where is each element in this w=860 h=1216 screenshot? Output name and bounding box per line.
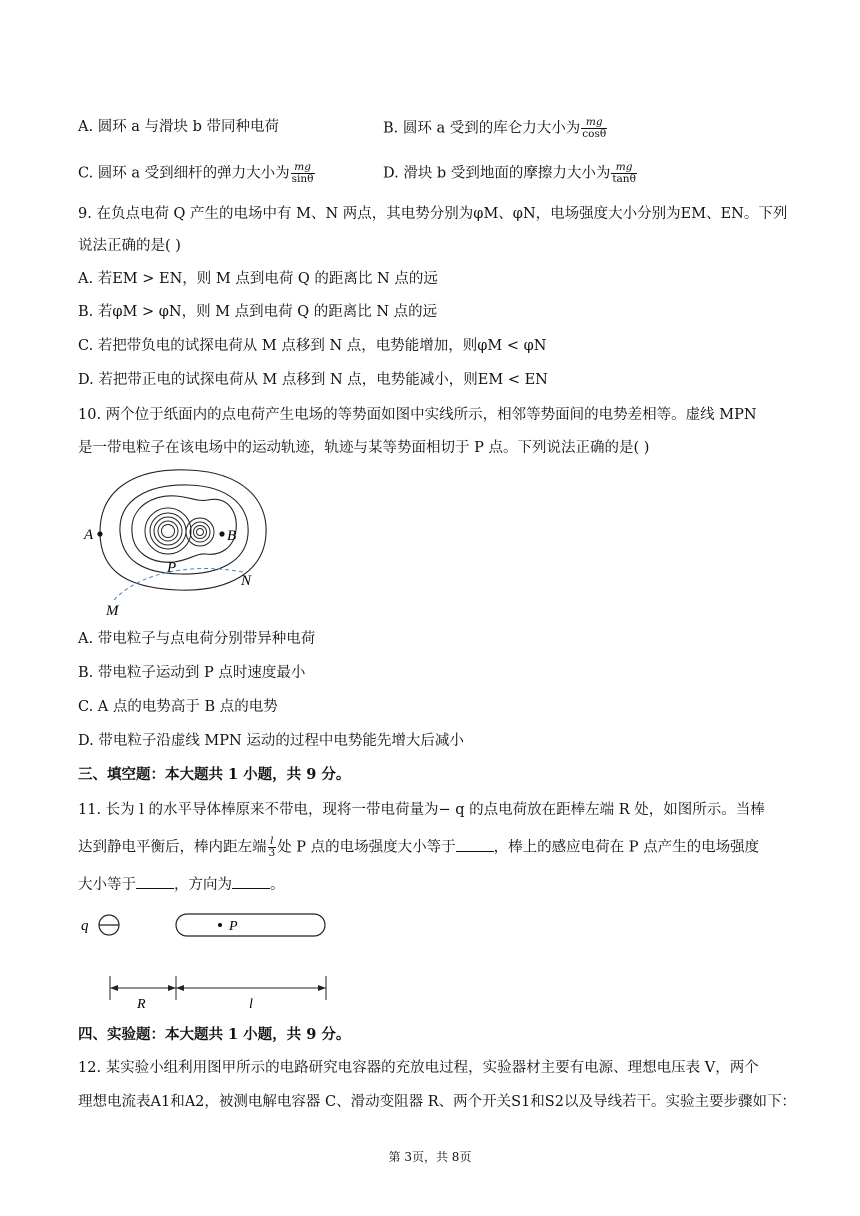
q8-option-b-text: B. 圆环 a 受到的库仑力大小为 xyxy=(383,120,581,137)
q10-option-c: C. A 点的电势高于 B 点的电势 xyxy=(78,699,278,715)
q11-line1: 11. 长为 l 的水平导体棒原来不带电，现将一带电荷量为− q 的点电荷放在距棒左端 R 处，如图所示。当棒 xyxy=(78,802,765,818)
section-3-heading: 三、填空题：本大题共 1 小题，共 9 分。 xyxy=(78,766,351,783)
label-p: P xyxy=(167,560,177,576)
answer-blank-2[interactable] xyxy=(136,874,174,889)
q8-option-d-fraction: $\frac{mg}{\tan\theta}$ xyxy=(612,161,636,185)
q8-option-d-text: D. 滑块 b 受到地面的摩擦力大小为 xyxy=(383,165,611,182)
label-r: R xyxy=(137,997,146,1012)
q8-option-b xyxy=(383,117,608,140)
label-n: N xyxy=(241,573,252,589)
q8-option-b-fraction: $\frac{mg}{\cos\theta}$ xyxy=(582,116,607,140)
q11-line2 xyxy=(78,836,759,859)
section-4-heading: 四、实验题：本大题共 1 小题，共 9 分。 xyxy=(78,1026,351,1043)
q10-option-a: A. 带电粒子与点电荷分别带异种电荷 xyxy=(78,631,316,647)
charge-right-ring xyxy=(194,526,207,539)
q8-option-c xyxy=(78,162,316,185)
conductor-rod xyxy=(176,914,325,936)
label-b: B xyxy=(227,528,237,544)
q10-stem-line1: 10. 两个位于纸面内的点电荷产生电场的等势面如图中实线所示，相邻等势面间的电势差相等。虚线 MPN xyxy=(78,407,757,423)
point-b-dot xyxy=(219,531,224,536)
q12-line2: 理想电流表A1和A2，被测电解电容器 C、滑动变阻器 R、两个开关S1和S2以及导线若干。实验主要步骤如下： xyxy=(78,1094,796,1110)
answer-blank-1[interactable] xyxy=(456,837,494,852)
q9-option-d: D. 若把带正电的试探电荷从 M 点移到 N 点，电势能减小，则EM < EN xyxy=(78,372,548,388)
q11-line3-text-c: 。 xyxy=(270,877,285,893)
charge-right-ring xyxy=(197,529,204,536)
point-a-dot xyxy=(97,531,102,536)
q11-line2-text-b: 处 P 点的电场强度大小等于 xyxy=(277,839,456,856)
q10-option-d: D. 带电粒子沿虚线 MPN 运动的过程中电势能先增大后减小 xyxy=(78,733,464,749)
arrow-head xyxy=(110,985,118,991)
label-l: l xyxy=(249,997,253,1012)
q9-option-a: A. 若EM > EN，则 M 点到电荷 Q 的距离比 N 点的远 xyxy=(78,271,438,287)
q9-option-b: B. 若φM > φN，则 M 点到电荷 Q 的距离比 N 点的远 xyxy=(78,304,438,320)
q11-line2-text-c: ，棒上的感应电荷在 P 点产生的电场强度 xyxy=(493,839,760,856)
q11-line3-text-b: ，方向为 xyxy=(174,877,232,893)
charge-left-ring xyxy=(162,525,175,538)
arrow-head xyxy=(318,985,326,991)
answer-blank-3[interactable] xyxy=(232,874,270,889)
arrow-head xyxy=(168,985,176,991)
label-q: q xyxy=(81,918,89,934)
q8-option-c-text: C. 圆环 a 受到细杆的弹力大小为 xyxy=(78,165,290,182)
label-m: M xyxy=(106,603,119,619)
q10-option-b: B. 带电粒子运动到 P 点时速度最小 xyxy=(78,665,306,681)
label-p: P xyxy=(229,919,238,934)
q10-stem-line2: 是一带电粒子在该电场中的运动轨迹，轨迹与某等势面相切于 P 点。下列说法正确的是( ) xyxy=(78,440,650,456)
page-footer: 第 3页，共 8页 xyxy=(388,1150,472,1164)
q11-line3-text-a: 大小等于 xyxy=(78,877,136,893)
charge-left-ring xyxy=(150,513,186,549)
rod-figure xyxy=(78,906,338,1014)
q9-stem-line1: 9. 在负点电荷 Q 产生的电场中有 M、N 两点，其电势分别为φM、φN，电场强度大小分别为EM、EN。下列 xyxy=(78,206,788,222)
q12-line1: 12. 某实验小组利用图甲所示的电路研究电容器的充放电过程，实验器材主要有电源、理想电压表 V，两个 xyxy=(78,1060,759,1076)
point-p-dot xyxy=(218,923,222,927)
equipotential-inner-curve xyxy=(132,496,236,562)
q9-option-c: C. 若把带负电的试探电荷从 M 点移到 N 点，电势能增加，则φM < φN xyxy=(78,338,547,354)
q9-stem-line2: 说法正确的是( ) xyxy=(78,238,181,254)
label-a: A xyxy=(84,527,94,543)
q11-line2-text-a: 达到静电平衡后，棒内距左端 xyxy=(78,839,267,856)
q11-line3 xyxy=(78,874,285,895)
q8-option-d xyxy=(383,162,638,185)
q8-option-a: A. 圆环 a 与滑块 b 带同种电荷 xyxy=(78,119,280,135)
charge-left-ring xyxy=(145,508,191,554)
arrow-head xyxy=(176,985,184,991)
equipotential-figure xyxy=(78,462,278,622)
q11-fraction: $\frac{l}{3}$ xyxy=(268,835,276,859)
q8-option-c-fraction: $\frac{mg}{\sin\theta}$ xyxy=(291,161,314,185)
